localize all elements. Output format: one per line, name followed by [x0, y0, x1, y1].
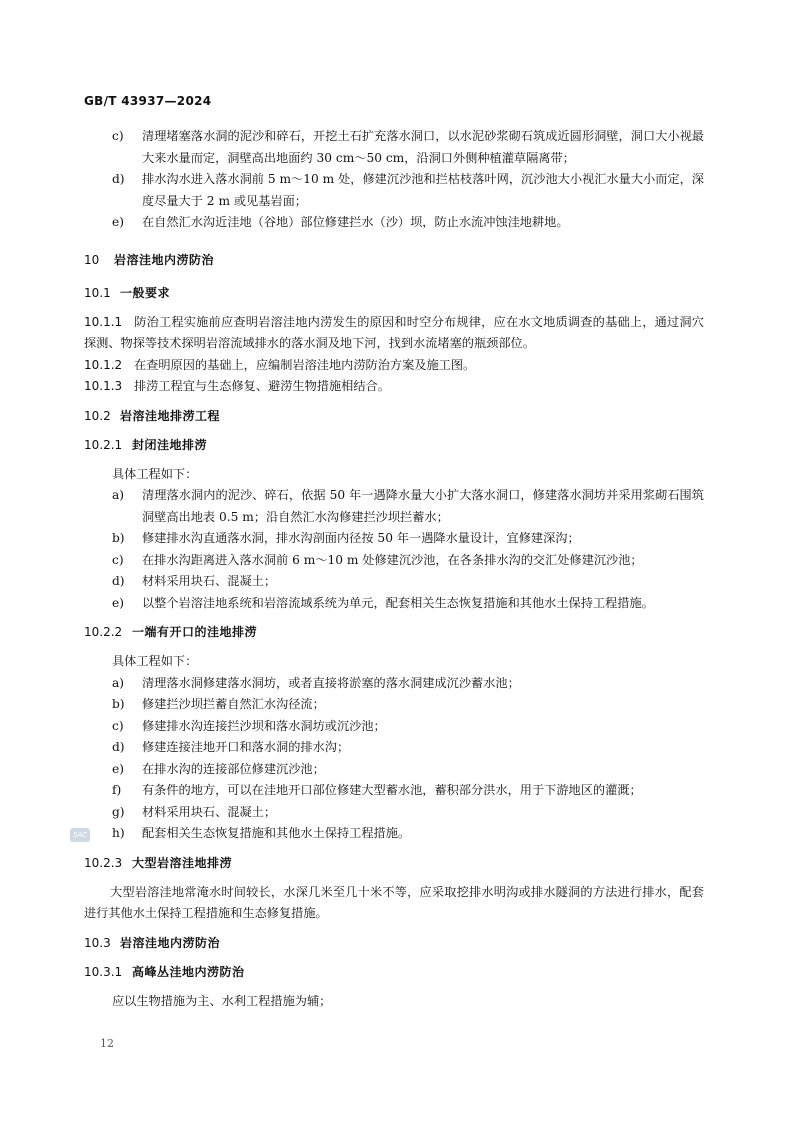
section-number: 10 — [84, 252, 100, 267]
section-heading-10-2 — [84, 406, 704, 427]
list-marker: c) — [112, 129, 124, 143]
clause-text: 防治工程实施前应查明岩溶洼地内涝发生的原因和时空分布规律，应在水文地质调查的基础上，通过洞穴探测、物探等技术探明岩溶流域排水的落水洞及地下河，找到水流堵塞的瓶颈部位。 — [84, 314, 704, 350]
list-item — [84, 737, 704, 759]
list-item — [84, 550, 704, 572]
list-item — [84, 759, 704, 781]
list-marker: e) — [112, 595, 124, 610]
section-heading-10-1 — [84, 283, 704, 304]
list-text: 以整个岩溶洼地系统和岩溶流域系统为单元，配套相关生态恢复措施和其他水土保持工程措施。 — [142, 595, 654, 610]
list-text: 材料采用块石、混凝土； — [142, 804, 277, 819]
list-marker: d) — [112, 740, 125, 754]
section-number: 10.2.2 — [84, 625, 123, 639]
list-item — [84, 673, 704, 695]
list-marker: g) — [112, 804, 125, 819]
section-title: 封闭洼地排涝 — [132, 437, 208, 452]
list-marker: a) — [112, 675, 125, 690]
list-item — [84, 126, 704, 169]
section-heading-10-2-2 — [84, 622, 704, 643]
section-heading-10-2-3 — [84, 853, 704, 874]
paragraph: 大型岩溶洼地常淹水时间较长，水深几米至几十米不等，应采取挖排水明沟或排水隧洞的方法进行排水，配套进行其他水土保持工程措施和生态修复措施。 — [84, 884, 704, 920]
page-number: 12 — [100, 1037, 114, 1050]
list-item — [84, 780, 704, 802]
section-title: 岩溶洼地排涝工程 — [120, 408, 221, 423]
list-text: 材料采用块石、混凝土； — [142, 574, 277, 588]
section-heading-10-3-1 — [84, 962, 704, 983]
list-text: 在排水沟的连接部位修建沉沙池； — [142, 761, 325, 776]
section-number: 10.3 — [84, 935, 111, 950]
section-heading-10 — [84, 250, 704, 271]
document-body — [84, 126, 704, 1012]
section-heading-10-2-1 — [84, 435, 704, 456]
list-text: 修建连接洼地开口和落水洞的排水沟； — [142, 740, 350, 754]
clause-10-1-2 — [84, 355, 704, 377]
section-title: 岩溶洼地内涝防治 — [120, 935, 221, 950]
clause-text: 排涝工程宜与生态修复、避涝生物措施相结合。 — [134, 379, 390, 393]
section-number: 10.2.3 — [84, 855, 123, 870]
intro-text: 具体工程如下： — [112, 466, 198, 481]
list-text: 修建拦沙坝拦蓄自然汇水沟径流； — [142, 697, 325, 711]
section-title: 一般要求 — [120, 285, 171, 300]
list-marker: d) — [112, 172, 125, 186]
list-item — [84, 571, 704, 593]
list-text: 排水沟水进入落水洞前 5 m～10 m 处，修建沉沙池和拦枯枝落叶网，沉沙池大小视汇水量大小而定，深度尽量大于 2 m 或见基岩面； — [142, 172, 704, 208]
list-item — [84, 169, 704, 212]
list-marker: b) — [112, 531, 125, 545]
list-item — [84, 694, 704, 716]
clause-number: 10.1.2 — [84, 357, 123, 372]
list-item — [84, 802, 704, 824]
clause-text: 在查明原因的基础上，应编制岩溶洼地内涝防治方案及施工图。 — [134, 357, 476, 372]
clause-number: 10.1.1 — [84, 314, 123, 329]
list-text: 修建排水沟连接拦沙坝和落水洞坊或沉沙池； — [142, 718, 386, 733]
list-marker: h) — [112, 826, 125, 840]
section-title: 高峰丛洼地内涝防治 — [132, 964, 245, 979]
section-heading-10-3 — [84, 933, 704, 954]
section-number: 10.3.1 — [84, 964, 123, 979]
standard-number: GB/T 43937—2024 — [84, 94, 212, 108]
list-marker: c) — [112, 718, 124, 733]
list-item — [84, 823, 704, 845]
list-text: 清理落水洞修建落水洞坊，或者直接将淤塞的落水洞建成沉沙蓄水池； — [142, 675, 520, 690]
list-marker: e) — [112, 761, 124, 776]
list-text: 有条件的地方，可以在洼地开口部位修建大型蓄水池，蓄积部分洪水，用于下游地区的灌溉； — [142, 783, 642, 797]
list-text: 在自然汇水沟近洼地（谷地）部位修建拦水（沙）坝，防止水流冲蚀洼地耕地。 — [142, 215, 569, 229]
list-marker: f) — [112, 783, 122, 797]
list-item — [84, 716, 704, 738]
list-text: 在排水沟距离进入落水洞前 6 m～10 m 处修建沉沙池，在各条排水沟的交汇处修建沉沙池； — [142, 552, 643, 567]
list-marker: a) — [112, 488, 125, 502]
section-title: 一端有开口的洼地排涝 — [132, 625, 258, 639]
section-number: 10.2 — [84, 408, 111, 423]
list-marker: b) — [112, 697, 125, 711]
watermark-logo: SAC — [70, 828, 90, 842]
list-item — [84, 593, 704, 615]
list-item — [84, 212, 704, 234]
section-number: 10.2.1 — [84, 437, 123, 452]
section-title: 岩溶洼地内涝防治 — [114, 252, 215, 267]
section-title: 大型岩溶洼地排涝 — [132, 855, 233, 870]
list-marker: d) — [112, 574, 125, 588]
clause-10-1-3 — [84, 376, 704, 398]
list-text: 清理堵塞落水洞的泥沙和碎石，开挖土石扩充落水洞口，以水泥砂浆砌石筑成近圆形洞壁，洞口大小视最大来水量而定，洞壁高出地面约 30 cm～50 cm，沿洞口外侧种植灌草隔离带； — [142, 129, 704, 165]
list-text: 清理落水洞内的泥沙、碎石，依据 50 年一遇降水量大小扩大落水洞口，修建落水洞坊并采用浆砌石围筑洞壁高出地表 0.5 m；沿自然汇水沟修建拦沙坝拦蓄水； — [142, 488, 704, 524]
list-text: 配套相关生态恢复措施和其他水土保持工程措施。 — [142, 826, 411, 840]
clause-10-1-1 — [84, 312, 704, 355]
clause-number: 10.1.3 — [84, 379, 123, 393]
list-marker: e) — [112, 215, 124, 229]
intro-text: 具体工程如下： — [112, 654, 198, 668]
list-marker: c) — [112, 552, 124, 567]
section-number: 10.1 — [84, 285, 111, 300]
list-item — [84, 485, 704, 528]
list-text: 修建排水沟直通落水洞，排水沟剖面内径按 50 年一遇降水量设计，宜修建深沟； — [142, 531, 580, 545]
list-item — [84, 528, 704, 550]
paragraph: 应以生物措施为主、水利工程措施为辅； — [112, 993, 332, 1008]
